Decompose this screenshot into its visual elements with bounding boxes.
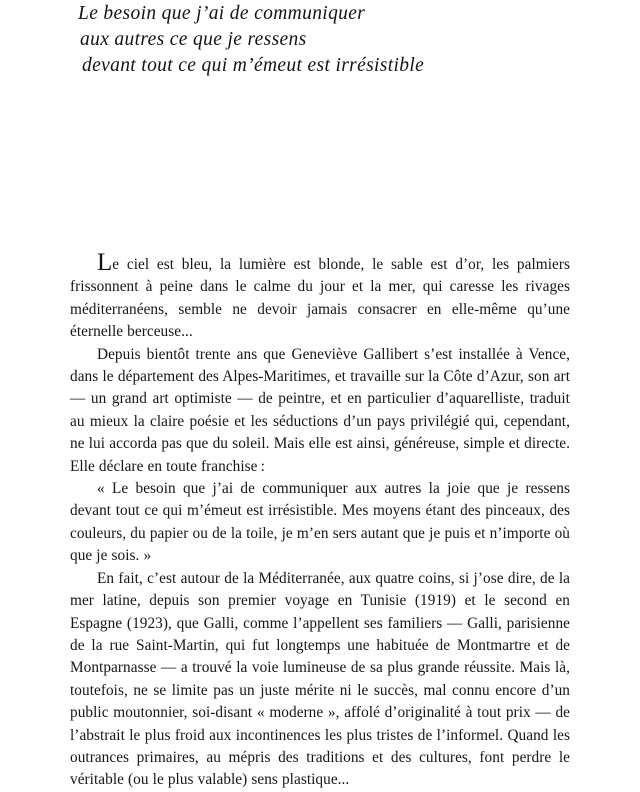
paragraph-2: Depuis bientôt trente ans que Geneviève Gallibert s’est installée à Vence, dans le département des Alpes-Maritimes, et travaille sur la Côte d’Azur, son art — un grand art optimiste — de peintre, et en particulier d’aquarelliste, traduit au mieux la claire poésie et les séductions d’un pays privilégié qui, cependant, ne lui accorda pas que du soleil. Mais elle est ainsi, généreuse, simple et directe. Elle déclare en toute franchise : (70, 345, 570, 475)
paragraph-1-text: e ciel est bleu, la lumière est blonde, le sable est d’or, les palmiers frissonnent à peine dans le calme du jour et la mer, qui caresse les rivages méditerranéens, semble ne devoir jamais consacrer en elle-même qu’une éternelle berceuse... (70, 256, 570, 341)
paragraph-3-quotation: « Le besoin que j’ai de communiquer aux autres la joie que je ressens devant tout ce qui m’émeut est irrésistible. Mes moyens étant des pinceaux, des couleurs, du papier ou de la toile, je m’en sers autant que je puis et n’importe où que je sois. » (70, 480, 570, 565)
paragraph-4: En fait, c’est autour de la Méditerranée, aux quatre coins, si j’ose dire, de la mer latine, depuis son premier voyage en Tunisie (1919) et le second en Espagne (1923), que Galli, comme l’appellent ses familiers — Galli, parisienne de la rue Saint-Martin, qui fut longtemps une habituée de Montmartre et de Montparnasse — a trouvé la voie lumineuse de sa plus grande réussite. Mais là, toutefois, ne se limite pas un juste mérite ni le succès, mal connu encore d’un public moutonnier, soi-disant « moderne », affolé d’originalité à tout prix — de l’abstrait le plus froid aux incontinences les plus tristes de l’informel. Quand les outrances primaires, au mépris des traditions et des cultures, font perdre le véritable (ou le plus valable) sens plastique... (70, 569, 570, 789)
epigraph-line-2: aux autres ce que je ressens (80, 29, 307, 50)
body-text-column (70, 249, 570, 792)
initial-cap-letter: L (97, 249, 113, 276)
epigraph-line-1: Le besoin que j’ai de communiquer (78, 3, 366, 24)
epigraph (78, 1, 548, 79)
epigraph-line-3: devant tout ce qui m’émeut est irrésistible (82, 55, 425, 76)
paragraph-1 (70, 249, 570, 344)
